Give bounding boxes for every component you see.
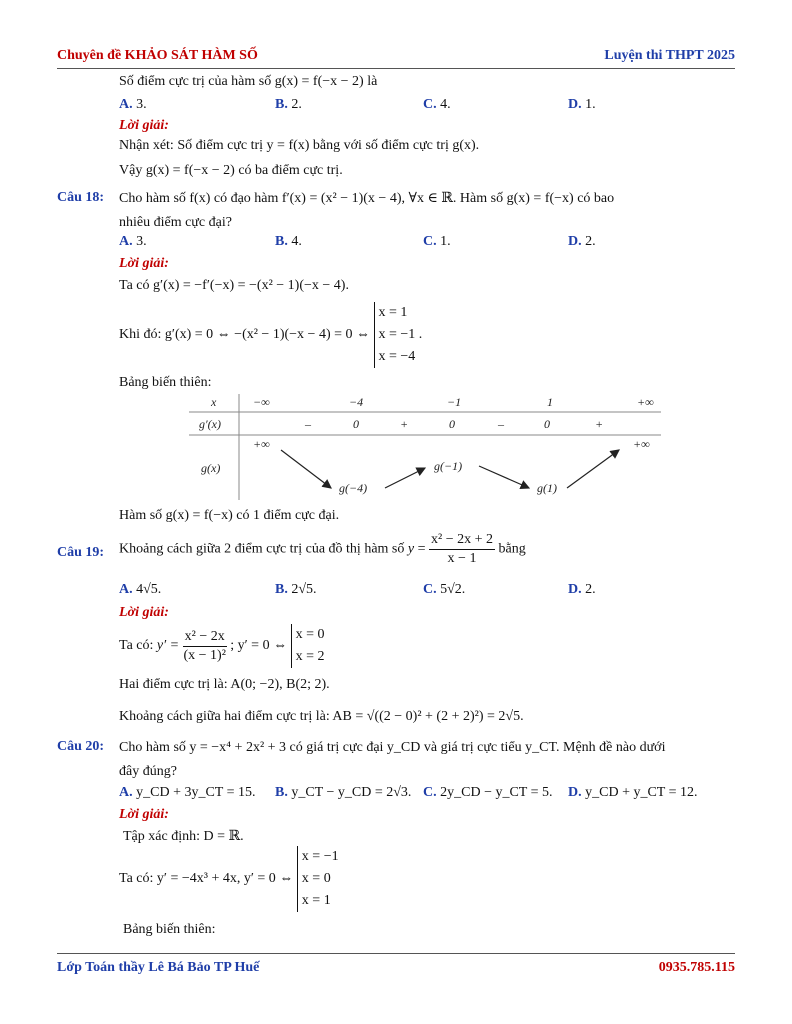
table-zero-1: 0 — [353, 417, 359, 431]
table-x-minus-1: −1 — [447, 395, 462, 409]
q19-option-d: D. 2. — [568, 582, 596, 597]
q18-stem-line-2: nhiêu điểm cực đại? — [119, 215, 232, 230]
q20-solution-label: Lời giải: — [119, 807, 169, 822]
header-subtitle: Luyện thi THPT 2025 — [604, 48, 735, 63]
q18-roots-system: x = 1 x = −1 . x = −4 — [374, 302, 423, 368]
table-derivative-label: g′(x) — [199, 417, 221, 431]
table-g-minus-4: g(−4) — [339, 481, 368, 495]
q20-option-a: A. y_CD + 3y_CT = 15. — [119, 785, 256, 800]
header-title: Chuyên đề KHẢO SÁT HÀM SỐ — [57, 48, 258, 63]
q18-solution-label: Lời giải: — [119, 256, 169, 271]
q20-solution-line-2: Ta có: y′ = −4x³ + 4x, y′ = 0 ⇔ x = −1 x = 0 x = 1 — [119, 846, 339, 912]
q18-derivative-equation: Khi đó: g′(x) = 0 ⇔ −(x² − 1)(−x − 4) = 0 ⇔ — [119, 327, 370, 343]
q20-roots-system: x = −1 x = 0 x = 1 — [297, 846, 339, 912]
table-sign-1: – — [305, 417, 311, 431]
q17-solution-line-2: Vậy g(x) = f(−x − 2) có ba điểm cực trị. — [119, 163, 343, 178]
q18-solution-line-2 — [119, 302, 422, 368]
table-sign-2: + — [400, 417, 409, 431]
q18-variation-table — [189, 394, 661, 500]
footer-author: Lớp Toán thầy Lê Bá Bảo TP Huế — [57, 960, 260, 975]
q18-option-a: A. 3. — [119, 234, 147, 249]
q19-option-c: C. 5√2. — [423, 582, 466, 597]
q18-conclusion: Hàm số g(x) = f(−x) có 1 điểm cực đại. — [119, 508, 340, 523]
q19-derivative-fraction: $\frac{\text{x² − 2x}}{\text{(x − 1)²}}$ — [183, 628, 226, 663]
q17-solution-label: Lời giải: — [119, 118, 169, 133]
table-sign-4: + — [595, 417, 604, 431]
q19-option-b: B. 2√5. — [275, 582, 317, 597]
q20-solution-line-1: Tập xác định: D = ℝ. — [123, 829, 244, 844]
table-g-1: g(1) — [537, 481, 557, 495]
q20-stem-line-2: đây đúng? — [119, 764, 177, 779]
q19-function-fraction: $\frac{\text{x² − 2x + 2}}{x - 1}$ — [431, 532, 493, 566]
q18-table-caption: Bảng biến thiên: — [119, 375, 212, 390]
q17-solution-line-1: Nhận xét: Số điểm cực trị y = f(x) bằng với số điểm cực trị g(x). — [119, 138, 480, 153]
footer-phone: 0935.785.115 — [658, 960, 735, 975]
q20-option-d: D. y_CD + y_CT = 12. — [568, 785, 698, 800]
q18-option-d: D. 2. — [568, 234, 596, 249]
q19-option-a: A. 4√5. — [119, 582, 162, 597]
q20-option-b: B. y_CT − y_CD = 2√3. — [275, 785, 412, 800]
q20-table-caption: Bảng biến thiên: — [123, 922, 216, 937]
table-zero-3: 0 — [544, 417, 550, 431]
q19-roots-system: x = 0 x = 2 — [291, 624, 325, 668]
table-zero-2: 0 — [449, 417, 455, 431]
table-x-neg-inf: −∞ — [253, 395, 270, 409]
q18-label: Câu 18: — [57, 190, 105, 205]
q18-stem-line-1: Cho hàm số f(x) có đạo hàm f′(x) = (x² − 1)(x − 4), ∀x ∈ ℝ. Hàm số g(x) = f(−x) có bao — [119, 191, 615, 206]
table-x-label: x — [211, 395, 217, 409]
q20-stem-line-1: Cho hàm số y = −x⁴ + 2x² + 3 có giá trị cực đại y_CD và giá trị cực tiểu y_CT. Mệnh đề nào dưới — [119, 740, 666, 755]
table-x-pos-inf: +∞ — [637, 395, 654, 409]
table-g-minus-1: g(−1) — [434, 459, 463, 473]
q19-label: Câu 19: — [57, 545, 105, 560]
q17-stem: Số điểm cực trị của hàm số g(x) = f(−x − 2) là — [119, 74, 378, 89]
page-header — [57, 48, 735, 69]
q20-option-c: C. 2y_CD − y_CT = 5. — [423, 785, 553, 800]
q18-option-b: B. 4. — [275, 234, 302, 249]
q18-option-c: C. 1. — [423, 234, 451, 249]
table-x-minus-4: −4 — [349, 395, 364, 409]
table-sign-3: – — [498, 417, 504, 431]
table-g-start: +∞ — [253, 437, 270, 451]
page-footer — [57, 953, 735, 978]
q19-stem: Khoảng cách giữa 2 điểm cực trị của đồ thị hàm số y = $\frac{\text{x² − 2x + 2}}{x - 1}$ bằng — [119, 532, 526, 566]
table-function-label: g(x) — [201, 461, 221, 475]
q19-solution-line-1: Ta có: y′ = $\frac{\text{x² − 2x}}{\text{(x − 1)²}}$ ; y′ = 0 ⇔ x = 0 x = 2 — [119, 624, 325, 668]
q17-option-d: D. 1. — [568, 97, 596, 112]
q17-option-c: C. 4. — [423, 97, 451, 112]
q19-solution-line-2: Hai điểm cực trị là: A(0; −2), B(2; 2). — [119, 677, 330, 692]
q19-solution-line-3: Khoảng cách giữa hai điểm cực trị là: AB = √((2 − 0)² + (2 + 2)²) = 2√5. — [119, 709, 524, 724]
q19-solution-label: Lời giải: — [119, 605, 169, 620]
q20-label: Câu 20: — [57, 739, 105, 754]
table-x-1: 1 — [547, 395, 553, 409]
q17-option-b: B. 2. — [275, 97, 302, 112]
q17-option-a: A. 3. — [119, 97, 147, 112]
q18-solution-line-1: Ta có g′(x) = −f′(−x) = −(x² − 1)(−x − 4). — [119, 278, 349, 293]
table-g-end: +∞ — [633, 437, 650, 451]
